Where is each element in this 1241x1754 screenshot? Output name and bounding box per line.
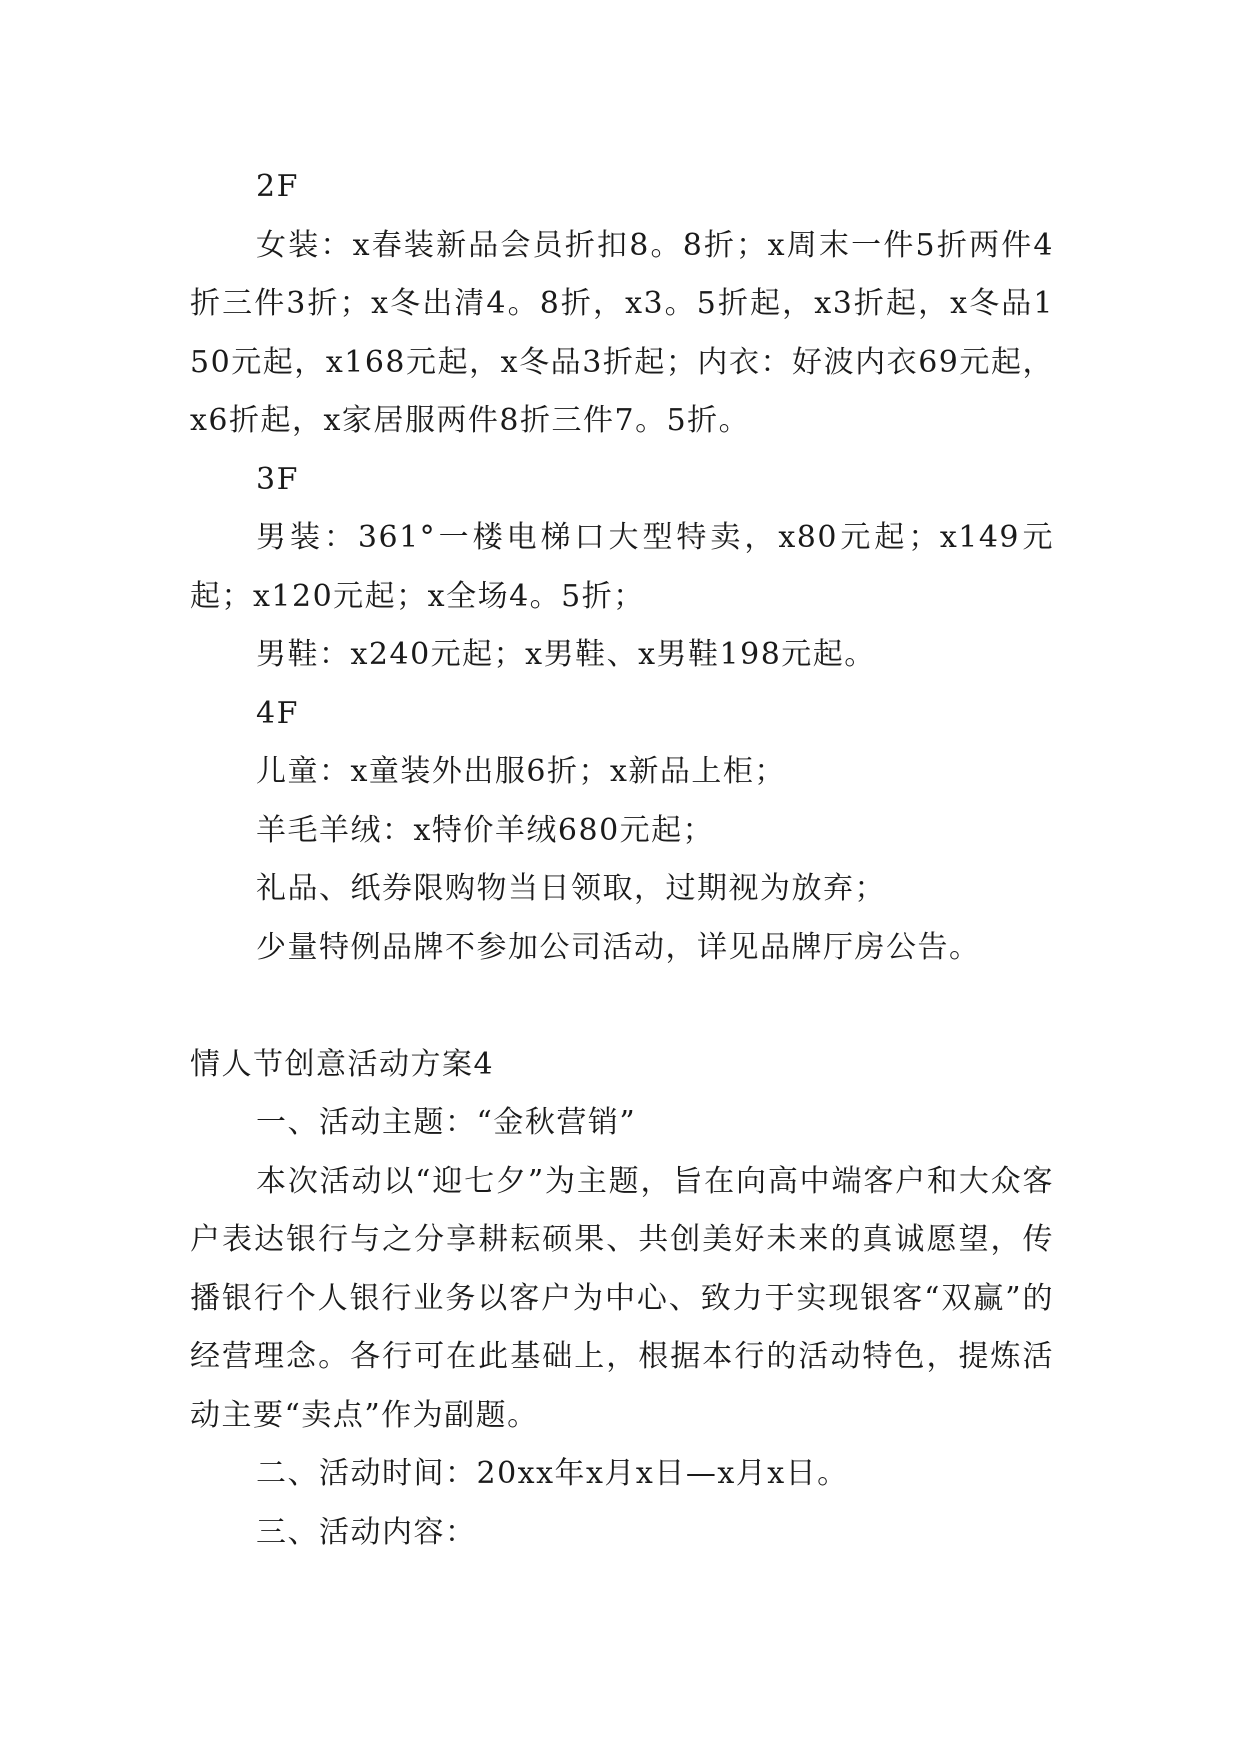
paragraph-description: 本次活动以“迎七夕”为主题，旨在向高中端客户和大众客户表达银行与之分享耕耘硕果、共创美好未来的真诚愿望，传播银行个人银行业务以客户为中心、致力于实现银客“双赢”的经营理念。各行可在此基础上，根据本行的活动特色，提炼活动主要“卖点”作为副题。	[190, 1163, 1054, 1433]
section-spacer	[190, 977, 1054, 1036]
paragraph-time: 二、活动时间：20xx年x月x日—x月x日。	[256, 1456, 849, 1491]
paragraph-gift-notice: 礼品、纸券限购物当日领取，过期视为放弃；	[256, 871, 886, 906]
paragraph-wool-cashmere: 羊毛羊绒：x特价羊绒680元起；	[256, 812, 715, 848]
document-body	[190, 158, 1054, 1562]
paragraph-womens-wear: 女装：x春装新品会员折扣8。8折；x周末一件5折两件4折三件3折；x冬出清4。8折，x3。5折起，x3折起，x冬品150元起，x168元起，x冬品3折起；内衣：好波内衣69元起，x6折起，x家居服两件8折三件7。5折。	[190, 227, 1054, 438]
floor-heading-4f: 4F	[256, 695, 299, 731]
paragraph-mens-shoes: 男鞋：x240元起；x男鞋、x男鞋198元起。	[256, 637, 876, 672]
floor-heading-3f: 3F	[256, 461, 299, 497]
paragraph-mens-wear: 男装：361°一楼电梯口大型特卖，x80元起；x149元起；x120元起；x全场4。5折；	[190, 520, 1054, 614]
paragraph-children: 儿童：x童装外出服6折；x新品上柜；	[256, 754, 786, 789]
paragraph-brand-exception: 少量特例品牌不参加公司活动，详见品牌厅房公告。	[256, 929, 981, 965]
paragraph-theme: 一、活动主题：“金秋营销”	[256, 1105, 637, 1140]
floor-heading-2f: 2F	[256, 169, 299, 204]
section-title: 情人节创意活动方案4	[190, 1046, 495, 1082]
paragraph-content-heading: 三、活动内容：	[256, 1514, 477, 1550]
